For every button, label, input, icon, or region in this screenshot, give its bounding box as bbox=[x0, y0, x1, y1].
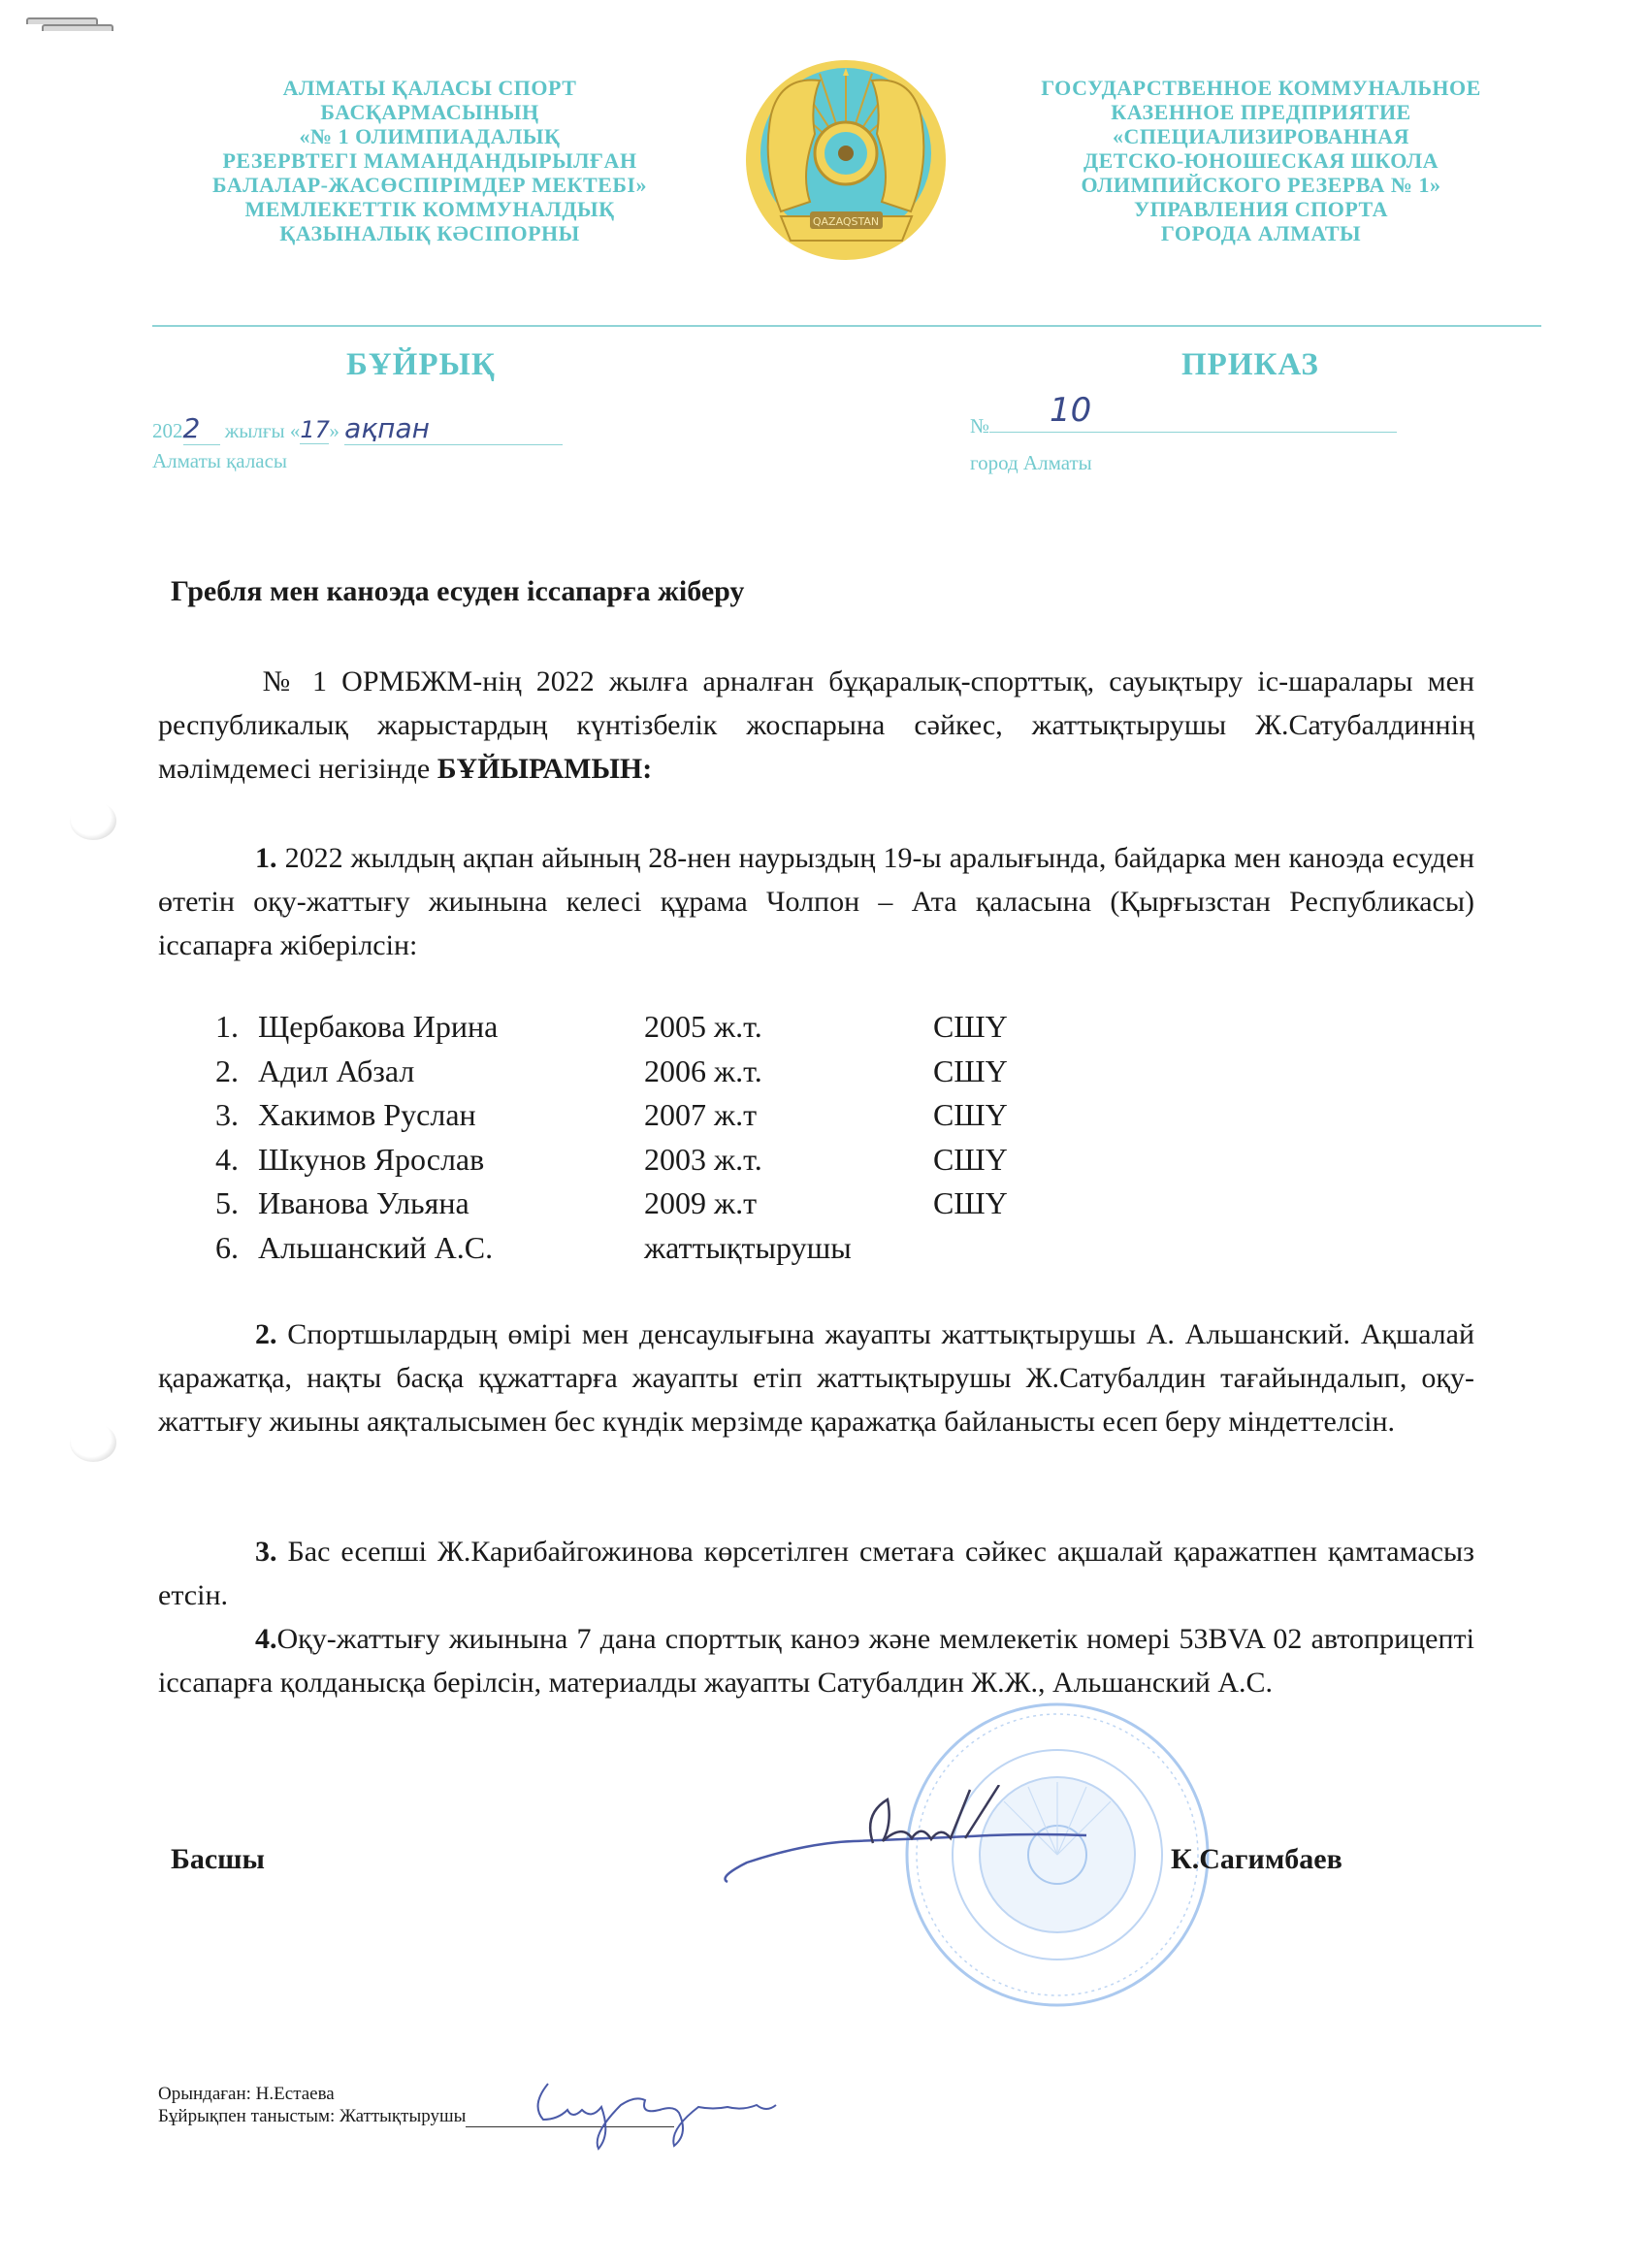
state-emblem-icon bbox=[742, 56, 951, 265]
letterhead-line: АЛМАТЫ ҚАЛАСЫ СПОРТ bbox=[282, 76, 577, 100]
participant-year: 2009 ж.т bbox=[644, 1185, 758, 1220]
signatory-name: К.Сагимбаев bbox=[1171, 1843, 1342, 1875]
participant-year: 2005 ж.т. bbox=[644, 1009, 762, 1044]
participant-school: СШҮ bbox=[933, 1053, 1008, 1088]
participant-name: Шкунов Ярослав bbox=[258, 1141, 485, 1177]
letterhead-line: ГОРОДА АЛМАТЫ bbox=[1160, 221, 1362, 245]
participant-school: СШҮ bbox=[933, 1185, 1008, 1220]
trainer-signature-icon bbox=[529, 2076, 800, 2154]
participant-year: 2003 ж.т. bbox=[644, 1141, 762, 1177]
participant-name: Щербакова Ирина bbox=[258, 1009, 499, 1044]
participant-num: 1. bbox=[215, 1009, 239, 1044]
participant-num: 4. bbox=[215, 1141, 239, 1177]
participant-school: СШҮ bbox=[933, 1009, 1008, 1044]
letterhead-line: ДЕТСКО-ЮНОШЕСКАЯ ШКОЛА bbox=[1083, 148, 1439, 173]
item-text: 2022 жылдың ақпан айының 28-нен наурыздың 19-ы аралығында, байдарка мен каноэда есуден өтетін оқу-жаттығу жиынына келесі құрама Чолпон – Ата қаласына (Қырғызстан Республикасы) іссапарға жіберілсін: bbox=[158, 842, 1475, 961]
emblem-text: QAZAQSTAN bbox=[812, 215, 880, 228]
order-item-3 bbox=[158, 1530, 1474, 1617]
letterhead-line: ГОСУДАРСТВЕННОЕ КОММУНАЛЬНОЕ bbox=[1041, 76, 1481, 100]
punch-hole bbox=[70, 801, 116, 840]
date-mid: жылғы « bbox=[219, 419, 301, 442]
date-close: » bbox=[329, 419, 345, 442]
letterhead-kz bbox=[158, 76, 701, 245]
letterhead-ru bbox=[989, 76, 1533, 245]
letterhead-line: УПРАВЛЕНИЯ СПОРТА bbox=[1133, 197, 1389, 221]
item-number: 3. bbox=[255, 1536, 277, 1568]
letterhead-line: «СПЕЦИАЛИЗИРОВАННАЯ bbox=[1112, 124, 1410, 148]
participant-year: 2006 ж.т. bbox=[644, 1053, 762, 1088]
item-text: Оқу-жаттығу жиынына 7 дана спорттық каноэ және мемлекетік номері 53BVA 02 автоприцепті іссапарға қолданысқа берілсін, материалды жауапты Сатубалдин Ж.Ж., Альшанский А.С. bbox=[158, 1623, 1474, 1699]
order-item-4 bbox=[158, 1617, 1474, 1704]
header-divider bbox=[152, 325, 1541, 327]
letterhead-line: БАСҚАРМАСЫНЫҢ bbox=[320, 100, 539, 124]
item-number: 1. bbox=[255, 842, 277, 874]
punch-hole bbox=[70, 1423, 116, 1462]
date-month-handwritten: ақпан bbox=[344, 412, 563, 445]
participant-num: 2. bbox=[215, 1053, 239, 1088]
letterhead-line: «№ 1 ОЛИМПИАДАЛЫҚ bbox=[299, 124, 561, 148]
letterhead-line: РЕЗЕРВТЕГІ МАМАНДАНДЫРЫЛҒАН bbox=[222, 148, 637, 173]
participant-year: жаттықтырушы bbox=[644, 1229, 852, 1265]
city-kz: Алматы қаласы bbox=[152, 449, 288, 472]
order-title-ru: ПРИКАЗ bbox=[1181, 347, 1319, 382]
letterhead-line: БАЛАЛАР-ЖАСӨСПІРІМДЕР МЕКТЕБІ» bbox=[212, 173, 647, 197]
date-day-handwritten: 17 bbox=[300, 416, 330, 443]
letterhead-line: КАЗЕННОЕ ПРЕДПРИЯТИЕ bbox=[1111, 100, 1411, 124]
preamble-text: № 1 ОРМБЖМ-нің 2022 жылға арналған бұқаралық-спорттық, сауықтыру іс-шаралары мен республикалық жарыстардың күнтізбелік жоспарына сәйкес, жаттықтырушы Ж.Сатубалдиннің мәлімдемесі негізінде bbox=[158, 665, 1474, 785]
participant-num: 5. bbox=[215, 1185, 239, 1220]
item-number: 2. bbox=[255, 1318, 277, 1350]
item-text: Спортшылардың өмірі мен денсаулығына жауапты жаттықтырушы А. Альшанский. Ақшалай қаражатқа, нақты басқа құжаттарға жауапты етіп жаттықтырушы Ж.Сатубалдин тағайындалып, оқу-жаттығу жиыны аяқталысымен бес күндік мерзімде қаражатқа байланысты есеп беру міндеттелсін. bbox=[158, 1318, 1475, 1438]
participant-num: 3. bbox=[215, 1097, 239, 1132]
order-number bbox=[970, 391, 1397, 438]
letterhead-line: ОЛИМПИЙСКОГО РЕЗЕРВА № 1» bbox=[1081, 173, 1441, 197]
item-text: Бас есепші Ж.Карибайгожинова көрсетілген сметаға сәйкес ақшалай қаражатпен қамтамасыз етсін. bbox=[158, 1536, 1475, 1611]
date-prefix: 202 bbox=[152, 419, 183, 442]
signature-role: Басшы bbox=[171, 1843, 265, 1875]
item-number: 4. bbox=[255, 1623, 277, 1655]
letterhead-line: ҚАЗЫНАЛЫҚ КӘСІПОРНЫ bbox=[279, 221, 580, 245]
handwritten-signature-icon bbox=[718, 1785, 1164, 1892]
order-title-kz: БҰЙРЫҚ bbox=[346, 347, 496, 382]
date-year-handwritten: 2 bbox=[183, 412, 220, 445]
participant-name: Хакимов Руслан bbox=[258, 1097, 476, 1132]
letterhead-line: МЕМЛЕКЕТТІК КОММУНАЛДЫҚ bbox=[244, 197, 615, 221]
participant-year: 2007 ж.т bbox=[644, 1097, 758, 1132]
acknowledged-label: Бұйрықпен таныстым: Жаттықтырушы bbox=[158, 2106, 467, 2126]
participant-name: Иванова Ульяна bbox=[258, 1185, 469, 1220]
preamble-paragraph bbox=[158, 660, 1474, 791]
order-date bbox=[152, 412, 563, 445]
staple-mark bbox=[26, 17, 98, 24]
order-subject: Гребля мен каноэда есуден іссапарға жіберу bbox=[171, 575, 745, 607]
footer-executor: Орындаған: Н.Естаева bbox=[158, 2084, 335, 2104]
city-ru: город Алматы bbox=[970, 451, 1092, 474]
participant-num: 6. bbox=[215, 1229, 239, 1265]
number-handwritten: 10 bbox=[1050, 391, 1092, 430]
order-item-1 bbox=[158, 836, 1474, 967]
participant-school: СШҮ bbox=[933, 1097, 1008, 1132]
participant-name: Альшанский А.С. bbox=[258, 1229, 494, 1265]
staple-mark bbox=[42, 24, 113, 31]
preamble-bold: БҰЙЫРАМЫН: bbox=[436, 753, 653, 785]
order-item-2 bbox=[158, 1312, 1474, 1443]
number-label: № bbox=[970, 414, 990, 437]
participant-name: Адил Абзал bbox=[258, 1053, 415, 1088]
participant-school: СШҮ bbox=[933, 1141, 1008, 1177]
